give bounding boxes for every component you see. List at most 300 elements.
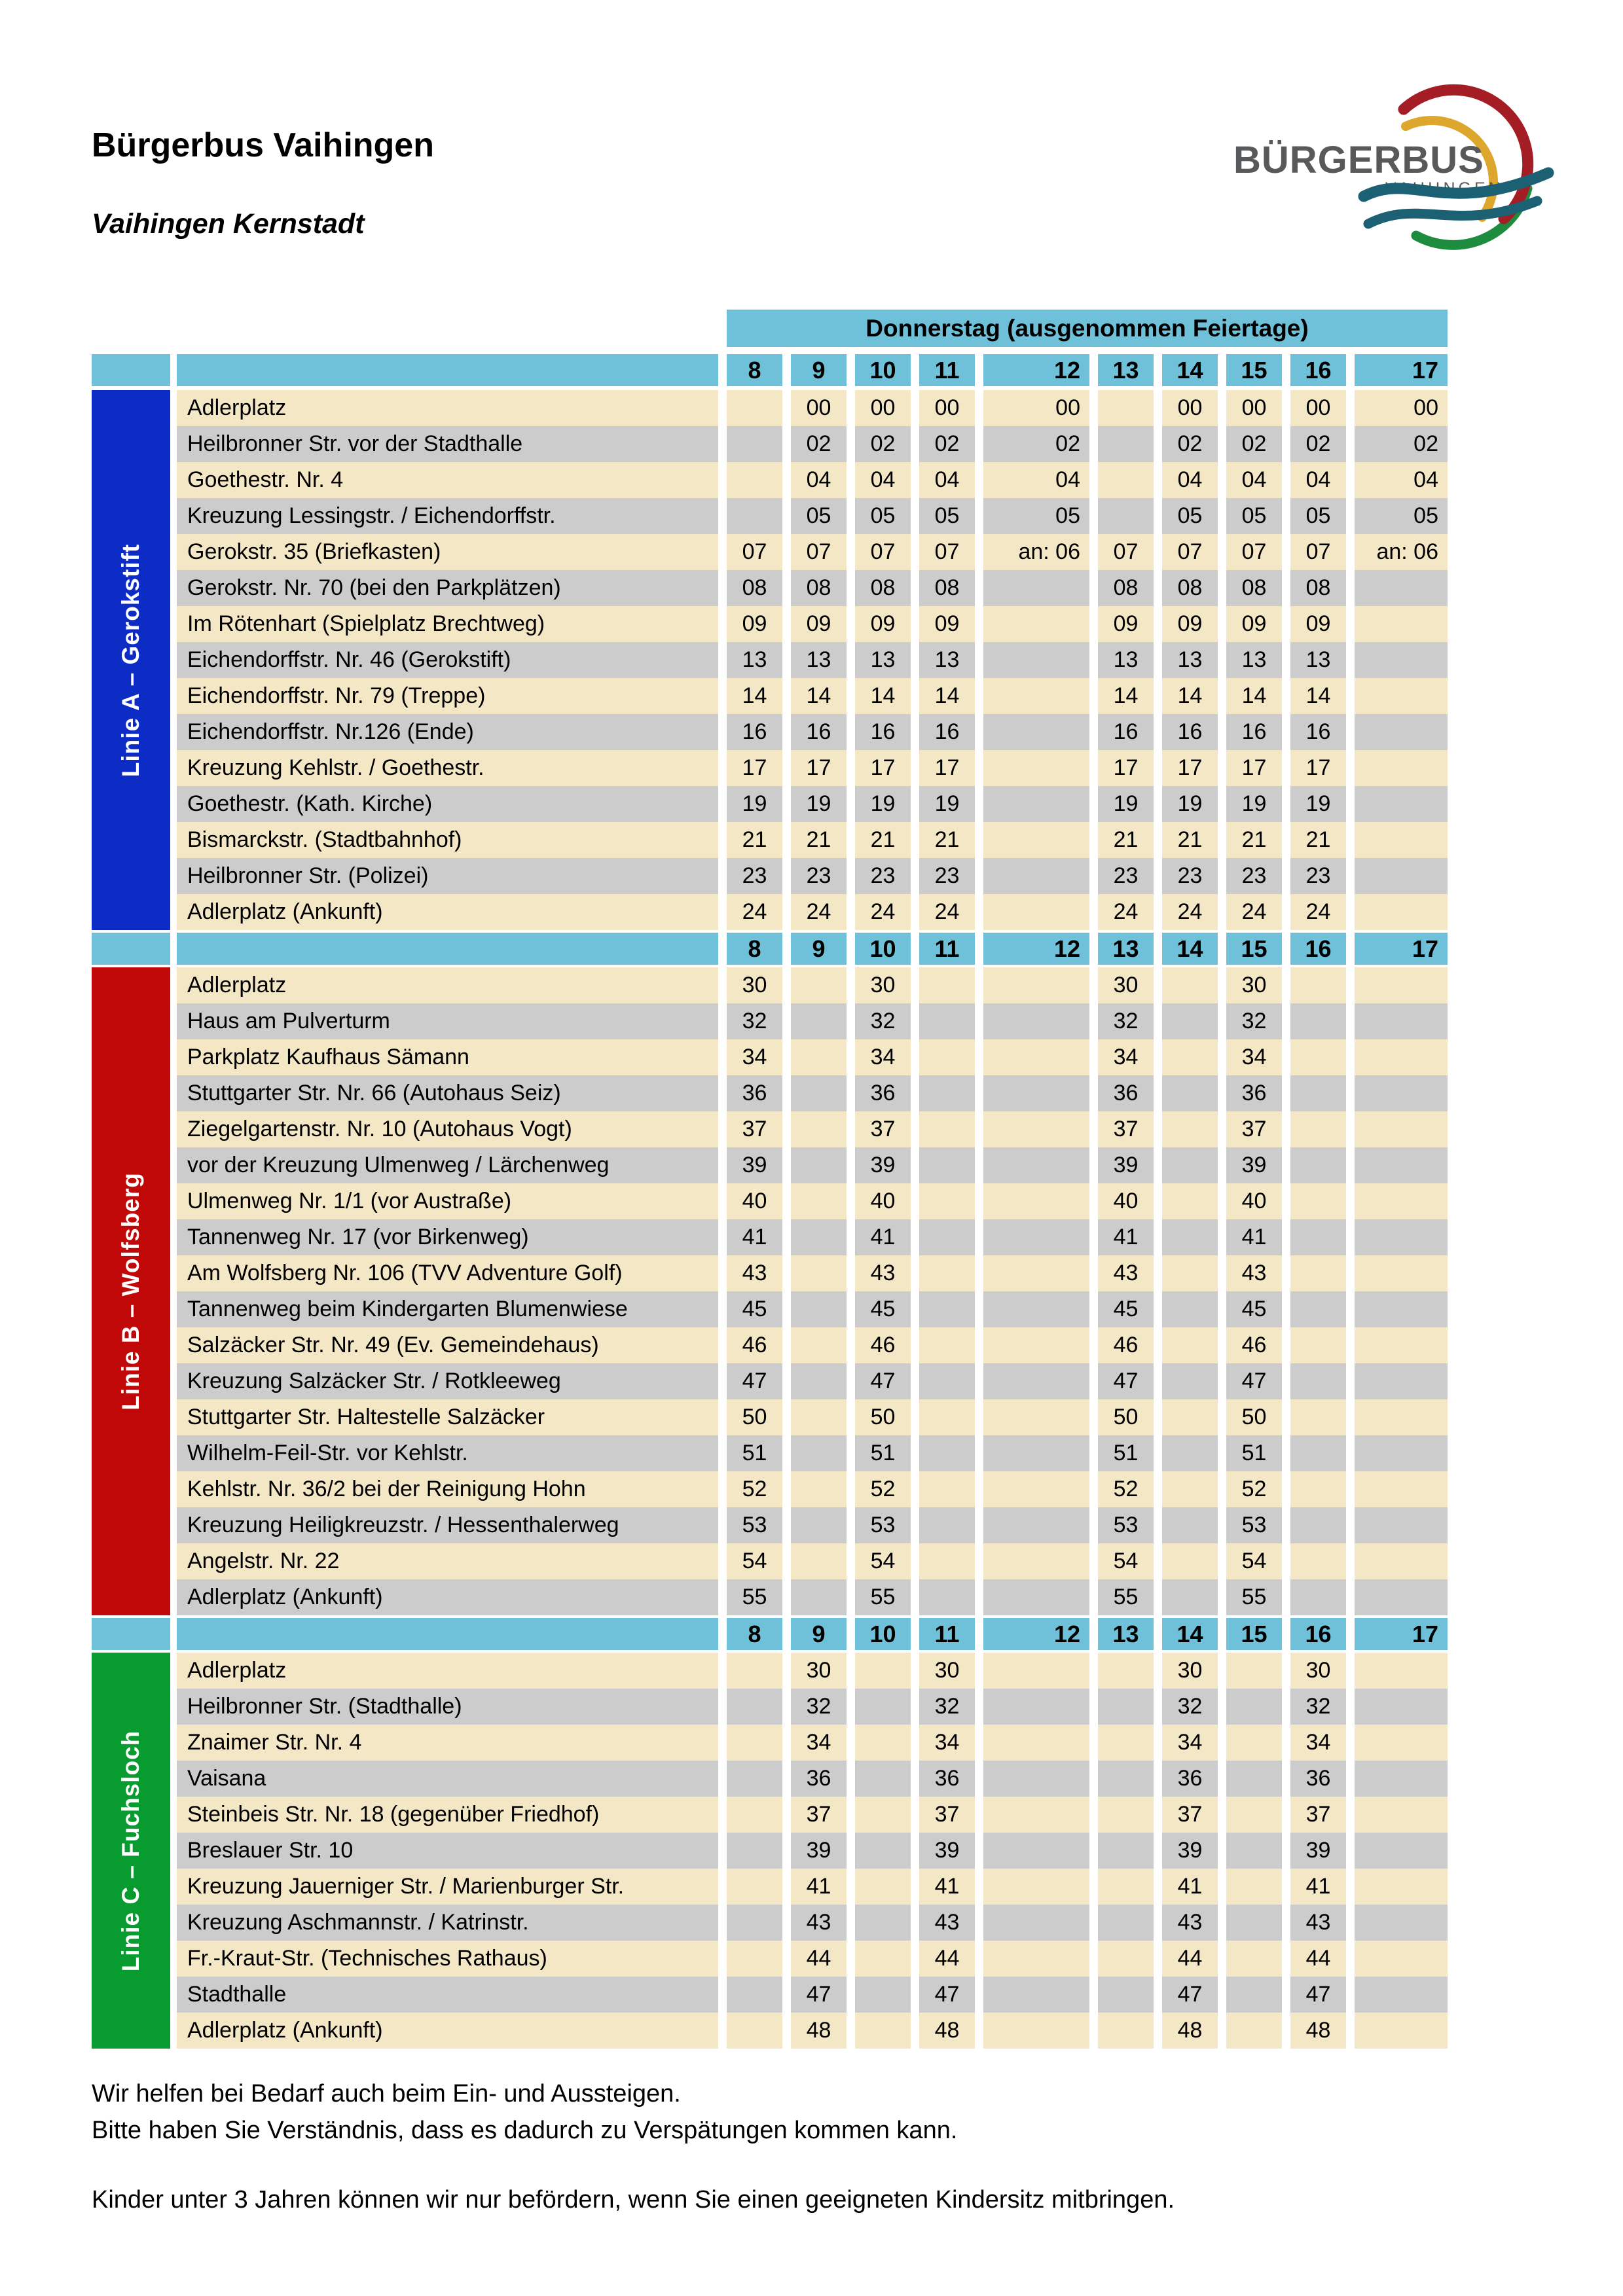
time-cell: 02 <box>919 426 975 462</box>
stop-name-cell: Tannenweg beim Kindergarten Blumenwiese <box>177 1291 718 1327</box>
time-cell <box>983 1725 1089 1761</box>
hour-header-cell: 8 <box>727 933 782 965</box>
time-cell: 53 <box>855 1507 911 1543</box>
time-cell: 34 <box>855 1039 911 1075</box>
time-cell: 13 <box>1290 642 1346 678</box>
time-cell <box>1355 1797 1448 1833</box>
time-cell: 34 <box>1162 1725 1218 1761</box>
time-cell <box>983 1653 1089 1689</box>
time-cell <box>1355 1725 1448 1761</box>
time-cell: 30 <box>1290 1653 1346 1689</box>
time-cell: 17 <box>1162 750 1218 786</box>
time-cell: 52 <box>855 1471 911 1507</box>
time-cell <box>1355 1977 1448 2013</box>
time-cell: 05 <box>983 498 1089 534</box>
hour-header-cell: 15 <box>1226 354 1282 386</box>
time-cell <box>919 1183 975 1219</box>
hour-header-cell: 17 <box>1355 1618 1448 1650</box>
time-cell: 44 <box>1162 1941 1218 1977</box>
time-cell: 00 <box>1290 390 1346 426</box>
time-cell <box>1098 1977 1154 2013</box>
time-cell <box>1098 1833 1154 1869</box>
time-cell <box>1162 1507 1218 1543</box>
time-cell: 36 <box>1290 1761 1346 1797</box>
stop-name-cell: Tannenweg Nr. 17 (vor Birkenweg) <box>177 1219 718 1255</box>
time-cell: 13 <box>1226 642 1282 678</box>
stop-name-cell: Adlerplatz (Ankunft) <box>177 894 718 930</box>
page-subtitle: Vaihingen Kernstadt <box>92 208 365 240</box>
time-cell: 24 <box>1290 894 1346 930</box>
time-cell <box>791 1543 847 1579</box>
time-cell: 39 <box>1226 1147 1282 1183</box>
time-cell <box>919 1507 975 1543</box>
time-cell <box>1290 1147 1346 1183</box>
time-cell <box>1098 1689 1154 1725</box>
hour-header-cell: 17 <box>1355 354 1448 386</box>
time-cell <box>791 1507 847 1543</box>
time-cell <box>983 1291 1089 1327</box>
hour-header-cell: 9 <box>791 1618 847 1650</box>
stop-name-cell: Stuttgarter Str. Nr. 66 (Autohaus Seiz) <box>177 1075 718 1111</box>
time-cell <box>791 1291 847 1327</box>
time-cell: 21 <box>1098 822 1154 858</box>
time-cell: 37 <box>855 1111 911 1147</box>
time-cell: 17 <box>1290 750 1346 786</box>
time-cell <box>1290 1111 1346 1147</box>
time-cell <box>1290 1327 1346 1363</box>
time-cell: 34 <box>1098 1039 1154 1075</box>
hour-header-cell: 9 <box>791 933 847 965</box>
time-cell: 41 <box>919 1869 975 1905</box>
time-cell <box>791 1219 847 1255</box>
time-cell: 19 <box>1226 786 1282 822</box>
stop-name-cell: Ziegelgartenstr. Nr. 10 (Autohaus Vogt) <box>177 1111 718 1147</box>
time-cell: 02 <box>855 426 911 462</box>
time-cell: 16 <box>919 714 975 750</box>
time-cell: 16 <box>855 714 911 750</box>
time-cell <box>727 1833 782 1869</box>
hour-header-cell: 14 <box>1162 1618 1218 1650</box>
time-cell <box>791 1147 847 1183</box>
stop-name-cell: Kreuzung Heiligkreuzstr. / Hessenthalerweg <box>177 1507 718 1543</box>
time-cell: 53 <box>1098 1507 1154 1543</box>
time-cell: 21 <box>1226 822 1282 858</box>
time-cell <box>727 1689 782 1725</box>
time-cell <box>1355 1255 1448 1291</box>
time-cell: 19 <box>1290 786 1346 822</box>
time-cell <box>983 1833 1089 1869</box>
time-cell: 52 <box>727 1471 782 1507</box>
time-cell <box>919 1255 975 1291</box>
time-cell: 37 <box>919 1797 975 1833</box>
time-cell: 07 <box>919 534 975 570</box>
hour-header-cell: 13 <box>1098 354 1154 386</box>
time-cell <box>1355 1291 1448 1327</box>
time-cell: 17 <box>855 750 911 786</box>
time-cell <box>1355 894 1448 930</box>
time-cell: 34 <box>1226 1039 1282 1075</box>
time-cell: 43 <box>1162 1905 1218 1941</box>
time-cell: 02 <box>791 426 847 462</box>
time-cell: 16 <box>1098 714 1154 750</box>
time-cell: 30 <box>727 967 782 1003</box>
time-cell: 47 <box>727 1363 782 1399</box>
time-cell <box>983 642 1089 678</box>
hour-header-cell: 10 <box>855 1618 911 1650</box>
time-cell <box>919 1435 975 1471</box>
time-cell: 32 <box>1290 1689 1346 1725</box>
time-cell <box>1162 1147 1218 1183</box>
burgerbus-logo <box>1230 60 1557 266</box>
time-cell: 44 <box>919 1941 975 1977</box>
time-cell: 53 <box>1226 1507 1282 1543</box>
time-cell <box>727 462 782 498</box>
time-cell: 36 <box>855 1075 911 1111</box>
stop-name-cell: Heilbronner Str. (Polizei) <box>177 858 718 894</box>
time-cell: 34 <box>727 1039 782 1075</box>
time-cell: 05 <box>791 498 847 534</box>
stop-name-cell: Stuttgarter Str. Haltestelle Salzäcker <box>177 1399 718 1435</box>
time-cell: 47 <box>791 1977 847 2013</box>
time-cell: 54 <box>727 1543 782 1579</box>
time-cell <box>983 1435 1089 1471</box>
time-cell: 46 <box>727 1327 782 1363</box>
time-cell <box>1355 1579 1448 1615</box>
time-cell: 54 <box>1098 1543 1154 1579</box>
time-cell <box>727 426 782 462</box>
time-cell: 37 <box>727 1111 782 1147</box>
time-cell <box>1162 1003 1218 1039</box>
time-cell <box>791 1039 847 1075</box>
time-cell: 55 <box>1226 1579 1282 1615</box>
line-band-label: Linie B – Wolfsberg <box>117 1172 144 1410</box>
time-cell <box>791 967 847 1003</box>
hour-header-cell: 10 <box>855 354 911 386</box>
time-cell: 04 <box>791 462 847 498</box>
time-cell: 46 <box>855 1327 911 1363</box>
time-cell: 07 <box>855 534 911 570</box>
time-cell <box>1162 1219 1218 1255</box>
stop-name-cell: Kreuzung Kehlstr. / Goethestr. <box>177 750 718 786</box>
time-cell <box>1355 1471 1448 1507</box>
time-cell: 45 <box>1226 1291 1282 1327</box>
time-cell <box>855 1689 911 1725</box>
stop-name-cell: Adlerplatz <box>177 390 718 426</box>
time-cell <box>1355 1111 1448 1147</box>
time-cell: 39 <box>1290 1833 1346 1869</box>
hour-header-cell: 12 <box>983 1618 1089 1650</box>
time-cell <box>727 1869 782 1905</box>
time-cell: 23 <box>1162 858 1218 894</box>
time-cell <box>1355 858 1448 894</box>
hour-header-cell: 14 <box>1162 933 1218 965</box>
page-title: Bürgerbus Vaihingen <box>92 126 434 164</box>
time-cell: 37 <box>791 1797 847 1833</box>
time-cell: 55 <box>855 1579 911 1615</box>
time-cell <box>919 1147 975 1183</box>
hour-header-cell: 8 <box>727 354 782 386</box>
time-cell: 09 <box>855 606 911 642</box>
time-cell <box>983 570 1089 606</box>
hour-header-cell: 15 <box>1226 933 1282 965</box>
time-cell: 51 <box>1226 1435 1282 1471</box>
time-cell: 00 <box>919 390 975 426</box>
time-cell <box>1226 1797 1282 1833</box>
time-cell: 30 <box>1098 967 1154 1003</box>
hour-row-band-spacer <box>92 354 170 386</box>
time-cell <box>919 1543 975 1579</box>
time-cell <box>1290 1507 1346 1543</box>
time-cell: 30 <box>855 967 911 1003</box>
hour-header-cell: 12 <box>983 933 1089 965</box>
time-cell: 08 <box>855 570 911 606</box>
time-cell <box>919 1039 975 1075</box>
hour-header-cell: 13 <box>1098 1618 1154 1650</box>
stop-name-cell: Parkplatz Kaufhaus Sämann <box>177 1039 718 1075</box>
time-cell: 48 <box>1162 2013 1218 2049</box>
time-cell: 09 <box>1162 606 1218 642</box>
day-header-bar: Donnerstag (ausgenommen Feiertage) <box>727 310 1448 347</box>
time-cell <box>1290 1183 1346 1219</box>
time-cell: 04 <box>919 462 975 498</box>
time-cell <box>1355 1075 1448 1111</box>
time-cell <box>919 1363 975 1399</box>
time-cell: 19 <box>1098 786 1154 822</box>
time-cell <box>727 498 782 534</box>
time-cell <box>1098 1797 1154 1833</box>
time-cell <box>983 750 1089 786</box>
time-cell <box>983 1111 1089 1147</box>
time-cell: 00 <box>983 390 1089 426</box>
time-cell <box>1290 967 1346 1003</box>
time-cell <box>1162 1183 1218 1219</box>
time-cell: 24 <box>1162 894 1218 930</box>
stop-name-cell: Adlerplatz <box>177 967 718 1003</box>
time-cell: 36 <box>1098 1075 1154 1111</box>
line-band-line-b <box>92 967 170 1615</box>
stop-name-cell: vor der Kreuzung Ulmenweg / Lärchenweg <box>177 1147 718 1183</box>
time-cell: 32 <box>1098 1003 1154 1039</box>
time-cell <box>983 1761 1089 1797</box>
time-cell: 07 <box>727 534 782 570</box>
time-cell: 43 <box>1098 1255 1154 1291</box>
hour-row-name-spacer <box>177 354 718 386</box>
time-cell: 47 <box>1098 1363 1154 1399</box>
time-cell <box>983 1327 1089 1363</box>
time-cell <box>983 1689 1089 1725</box>
stop-name-cell: Breslauer Str. 10 <box>177 1833 718 1869</box>
time-cell: 32 <box>791 1689 847 1725</box>
time-cell: 48 <box>919 2013 975 2049</box>
time-cell: 17 <box>1226 750 1282 786</box>
time-cell: 39 <box>727 1147 782 1183</box>
time-cell: 30 <box>919 1653 975 1689</box>
time-cell <box>983 1147 1089 1183</box>
time-cell: 51 <box>855 1435 911 1471</box>
time-cell: 21 <box>919 822 975 858</box>
time-cell <box>1290 1399 1346 1435</box>
time-cell <box>919 1219 975 1255</box>
time-cell: 14 <box>1162 678 1218 714</box>
time-cell: 24 <box>1226 894 1282 930</box>
time-cell: 07 <box>791 534 847 570</box>
time-cell: 24 <box>791 894 847 930</box>
time-cell <box>1290 1075 1346 1111</box>
time-cell <box>1355 606 1448 642</box>
time-cell: 16 <box>791 714 847 750</box>
time-cell: 05 <box>919 498 975 534</box>
hour-header-cell: 17 <box>1355 933 1448 965</box>
time-cell <box>983 1039 1089 1075</box>
time-cell: 36 <box>1226 1075 1282 1111</box>
time-cell <box>983 678 1089 714</box>
time-cell: 19 <box>855 786 911 822</box>
time-cell: 19 <box>919 786 975 822</box>
time-cell <box>983 1977 1089 2013</box>
time-cell: 23 <box>1226 858 1282 894</box>
time-cell <box>1226 1761 1282 1797</box>
time-cell: 08 <box>791 570 847 606</box>
time-cell <box>983 1003 1089 1039</box>
time-cell: 52 <box>1226 1471 1282 1507</box>
time-cell: 16 <box>1290 714 1346 750</box>
time-cell <box>727 1941 782 1977</box>
time-cell: 13 <box>1162 642 1218 678</box>
time-cell: 16 <box>1226 714 1282 750</box>
time-cell <box>1226 1653 1282 1689</box>
time-cell <box>855 1941 911 1977</box>
time-cell: 17 <box>919 750 975 786</box>
time-cell: 43 <box>1226 1255 1282 1291</box>
time-cell: 19 <box>791 786 847 822</box>
time-cell <box>1098 1869 1154 1905</box>
time-cell: 37 <box>1290 1797 1346 1833</box>
time-cell: 08 <box>1162 570 1218 606</box>
time-cell <box>727 1905 782 1941</box>
time-cell: 47 <box>1290 1977 1346 2013</box>
time-cell <box>1162 1327 1218 1363</box>
stop-name-cell: Steinbeis Str. Nr. 18 (gegenüber Friedhof) <box>177 1797 718 1833</box>
stop-name-cell: Adlerplatz <box>177 1653 718 1689</box>
time-cell <box>983 1219 1089 1255</box>
time-cell: 39 <box>919 1833 975 1869</box>
time-cell: 39 <box>1098 1147 1154 1183</box>
time-cell: 37 <box>1162 1797 1218 1833</box>
time-cell <box>1355 750 1448 786</box>
time-cell <box>1355 678 1448 714</box>
time-cell: 41 <box>727 1219 782 1255</box>
time-cell: 50 <box>1098 1399 1154 1435</box>
time-cell: 32 <box>855 1003 911 1039</box>
time-cell: 04 <box>983 462 1089 498</box>
time-cell <box>983 1797 1089 1833</box>
time-cell: 36 <box>727 1075 782 1111</box>
time-cell: 30 <box>1226 967 1282 1003</box>
stop-name-cell: Znaimer Str. Nr. 4 <box>177 1725 718 1761</box>
time-cell: 24 <box>919 894 975 930</box>
time-cell <box>983 1941 1089 1977</box>
time-cell <box>855 1833 911 1869</box>
time-cell <box>791 1579 847 1615</box>
time-cell <box>1355 1941 1448 1977</box>
logo-brand-text: BÜRGERBUS <box>1233 139 1484 181</box>
time-cell: 21 <box>855 822 911 858</box>
time-cell <box>1226 1725 1282 1761</box>
time-cell: 41 <box>1162 1869 1218 1905</box>
time-cell <box>1355 1399 1448 1435</box>
stop-name-cell: Vaisana <box>177 1761 718 1797</box>
time-cell: 32 <box>1226 1003 1282 1039</box>
footer-line: Kinder unter 3 Jahren können wir nur befördern, wenn Sie einen geeigneten Kindersitz mitbringen. <box>92 2186 1175 2214</box>
time-cell: 44 <box>791 1941 847 1977</box>
stop-name-cell: Fr.-Kraut-Str. (Technisches Rathaus) <box>177 1941 718 1977</box>
time-cell <box>983 1363 1089 1399</box>
time-cell <box>1355 2013 1448 2049</box>
time-cell <box>983 894 1089 930</box>
hour-header-cell: 9 <box>791 354 847 386</box>
time-cell <box>791 1111 847 1147</box>
time-cell: 52 <box>1098 1471 1154 1507</box>
time-cell <box>855 1725 911 1761</box>
hour-header-cell: 16 <box>1290 1618 1346 1650</box>
logo-vaihingen-text: VAIHINGEN <box>1385 179 1504 198</box>
time-cell: 09 <box>1226 606 1282 642</box>
time-cell <box>1355 1507 1448 1543</box>
time-cell: 04 <box>1290 462 1346 498</box>
time-cell <box>791 1363 847 1399</box>
time-cell: 17 <box>1098 750 1154 786</box>
stop-name-cell: Kehlstr. Nr. 36/2 bei der Reinigung Hohn <box>177 1471 718 1507</box>
time-cell <box>855 1905 911 1941</box>
time-cell <box>727 1797 782 1833</box>
time-cell: 41 <box>1226 1219 1282 1255</box>
time-cell: 05 <box>1290 498 1346 534</box>
time-cell <box>983 606 1089 642</box>
time-cell <box>919 1003 975 1039</box>
time-cell: 19 <box>1162 786 1218 822</box>
stop-name-cell: Ulmenweg Nr. 1/1 (vor Austraße) <box>177 1183 718 1219</box>
time-cell: 02 <box>1355 426 1448 462</box>
time-cell: 30 <box>791 1653 847 1689</box>
time-cell <box>1290 1039 1346 1075</box>
time-cell <box>1098 1941 1154 1977</box>
time-cell: 43 <box>919 1905 975 1941</box>
time-cell: 40 <box>855 1183 911 1219</box>
time-cell <box>1355 1833 1448 1869</box>
time-cell <box>791 1399 847 1435</box>
time-cell <box>855 1761 911 1797</box>
time-cell <box>1098 2013 1154 2049</box>
time-cell <box>1162 1039 1218 1075</box>
time-cell: 09 <box>1290 606 1346 642</box>
time-cell: 45 <box>727 1291 782 1327</box>
time-cell: 21 <box>1162 822 1218 858</box>
time-cell: 37 <box>1226 1111 1282 1147</box>
time-cell <box>983 858 1089 894</box>
time-cell <box>1355 1905 1448 1941</box>
time-cell: 40 <box>1098 1183 1154 1219</box>
time-cell: 09 <box>919 606 975 642</box>
time-cell: 45 <box>1098 1291 1154 1327</box>
time-cell <box>1355 786 1448 822</box>
time-cell <box>1355 1219 1448 1255</box>
time-cell <box>1290 1579 1346 1615</box>
stop-name-cell: Am Wolfsberg Nr. 106 (TVV Adventure Golf) <box>177 1255 718 1291</box>
time-cell: 14 <box>1226 678 1282 714</box>
hour-row-name-spacer <box>177 933 718 965</box>
time-cell: 13 <box>1098 642 1154 678</box>
time-cell <box>1290 1471 1346 1507</box>
